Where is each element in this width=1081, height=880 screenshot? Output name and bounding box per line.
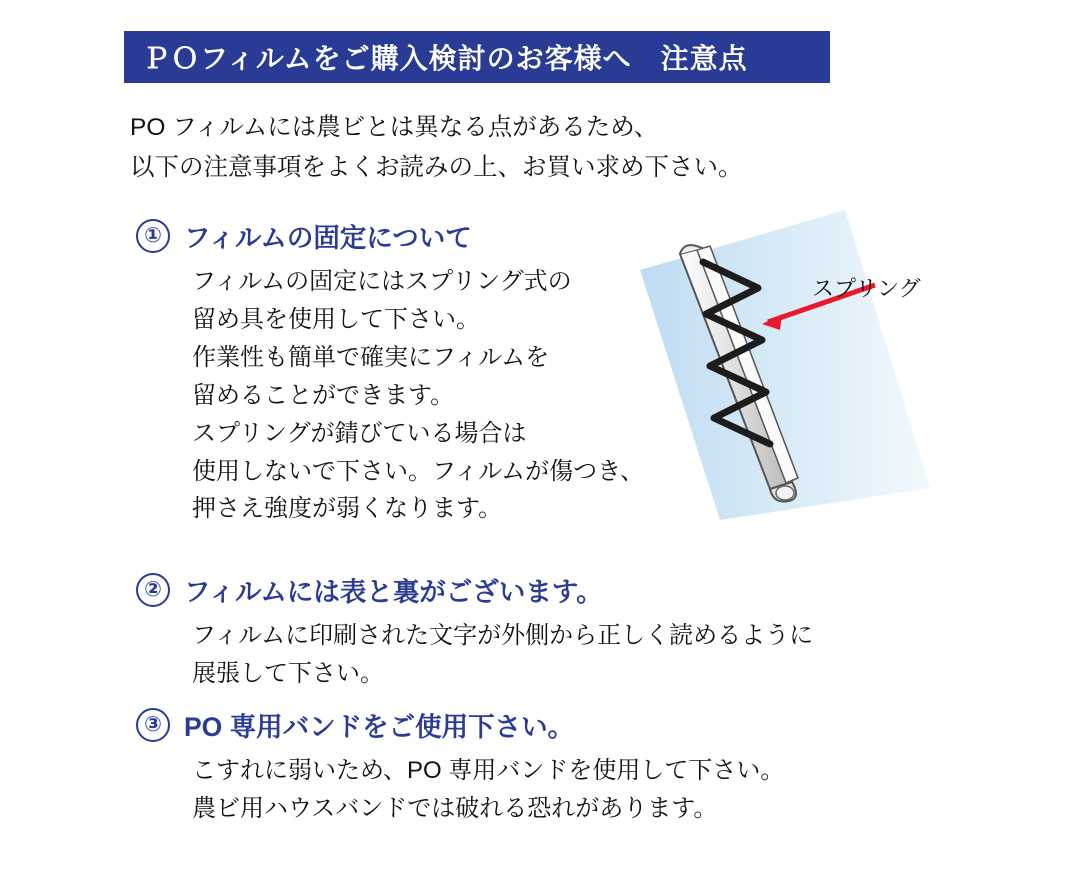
- section-1-line-4: 留めることができます。: [192, 381, 455, 409]
- intro-line-2: 以下の注意事項をよくお読みの上、お買い求め下さい。: [130, 153, 743, 181]
- section-3-heading: [136, 705, 956, 744]
- section-po-band: [136, 705, 956, 828]
- section-2-title: フィルムには表と裏がございます。: [184, 577, 603, 607]
- intro-paragraph: [130, 108, 950, 187]
- section-2-number: ②: [136, 573, 170, 607]
- intro-line-1: PO フィルムには農ビとは異なる点があるため、: [130, 114, 659, 141]
- spring-label: スプリング: [812, 276, 921, 301]
- section-1-body: [192, 263, 656, 528]
- section-1-line-6: 使用しないで下さい。フィルムが傷つき、: [192, 457, 645, 485]
- section-3-number: ③: [136, 708, 170, 742]
- section-2-line-1: フィルムに印刷された文字が外側から正しく読めるように: [192, 622, 814, 649]
- page-title: ＰＯフィルムをご購入検討のお客様へ 注意点: [142, 43, 748, 74]
- section-1-heading: [136, 216, 656, 255]
- section-film-fixing: [136, 216, 656, 528]
- section-1-line-7: 押さえ強度が弱くなります。: [192, 495, 503, 523]
- spring-clip-illustration: [640, 210, 970, 520]
- section-1-number: ①: [136, 219, 170, 253]
- section-2-heading: [136, 570, 956, 609]
- illustration-svg: [640, 210, 970, 520]
- section-2-line-2: 展張して下さい。: [192, 659, 384, 687]
- section-3-line-1: こすれに弱いため、PO 専用バンドを使用して下さい。: [192, 757, 785, 784]
- section-2-body: [192, 617, 956, 693]
- section-3-body: [192, 752, 956, 828]
- header-banner: [124, 31, 830, 83]
- section-1-line-1: フィルムの固定にはスプリング式の: [192, 268, 572, 295]
- section-3-line-2: 農ビ用ハウスバンドでは破れる恐れがあります。: [192, 794, 718, 822]
- section-3-title: PO 専用バンドをご使用下さい。: [184, 712, 575, 742]
- section-1-title: フィルムの固定について: [184, 223, 472, 253]
- section-film-front-back: [136, 570, 956, 693]
- section-1-line-3: 作業性も簡単で確実にフィルムを: [192, 343, 550, 371]
- section-1-line-2: 留め具を使用して下さい。: [192, 305, 480, 333]
- section-1-line-5: スプリングが錆びている場合は: [192, 419, 527, 447]
